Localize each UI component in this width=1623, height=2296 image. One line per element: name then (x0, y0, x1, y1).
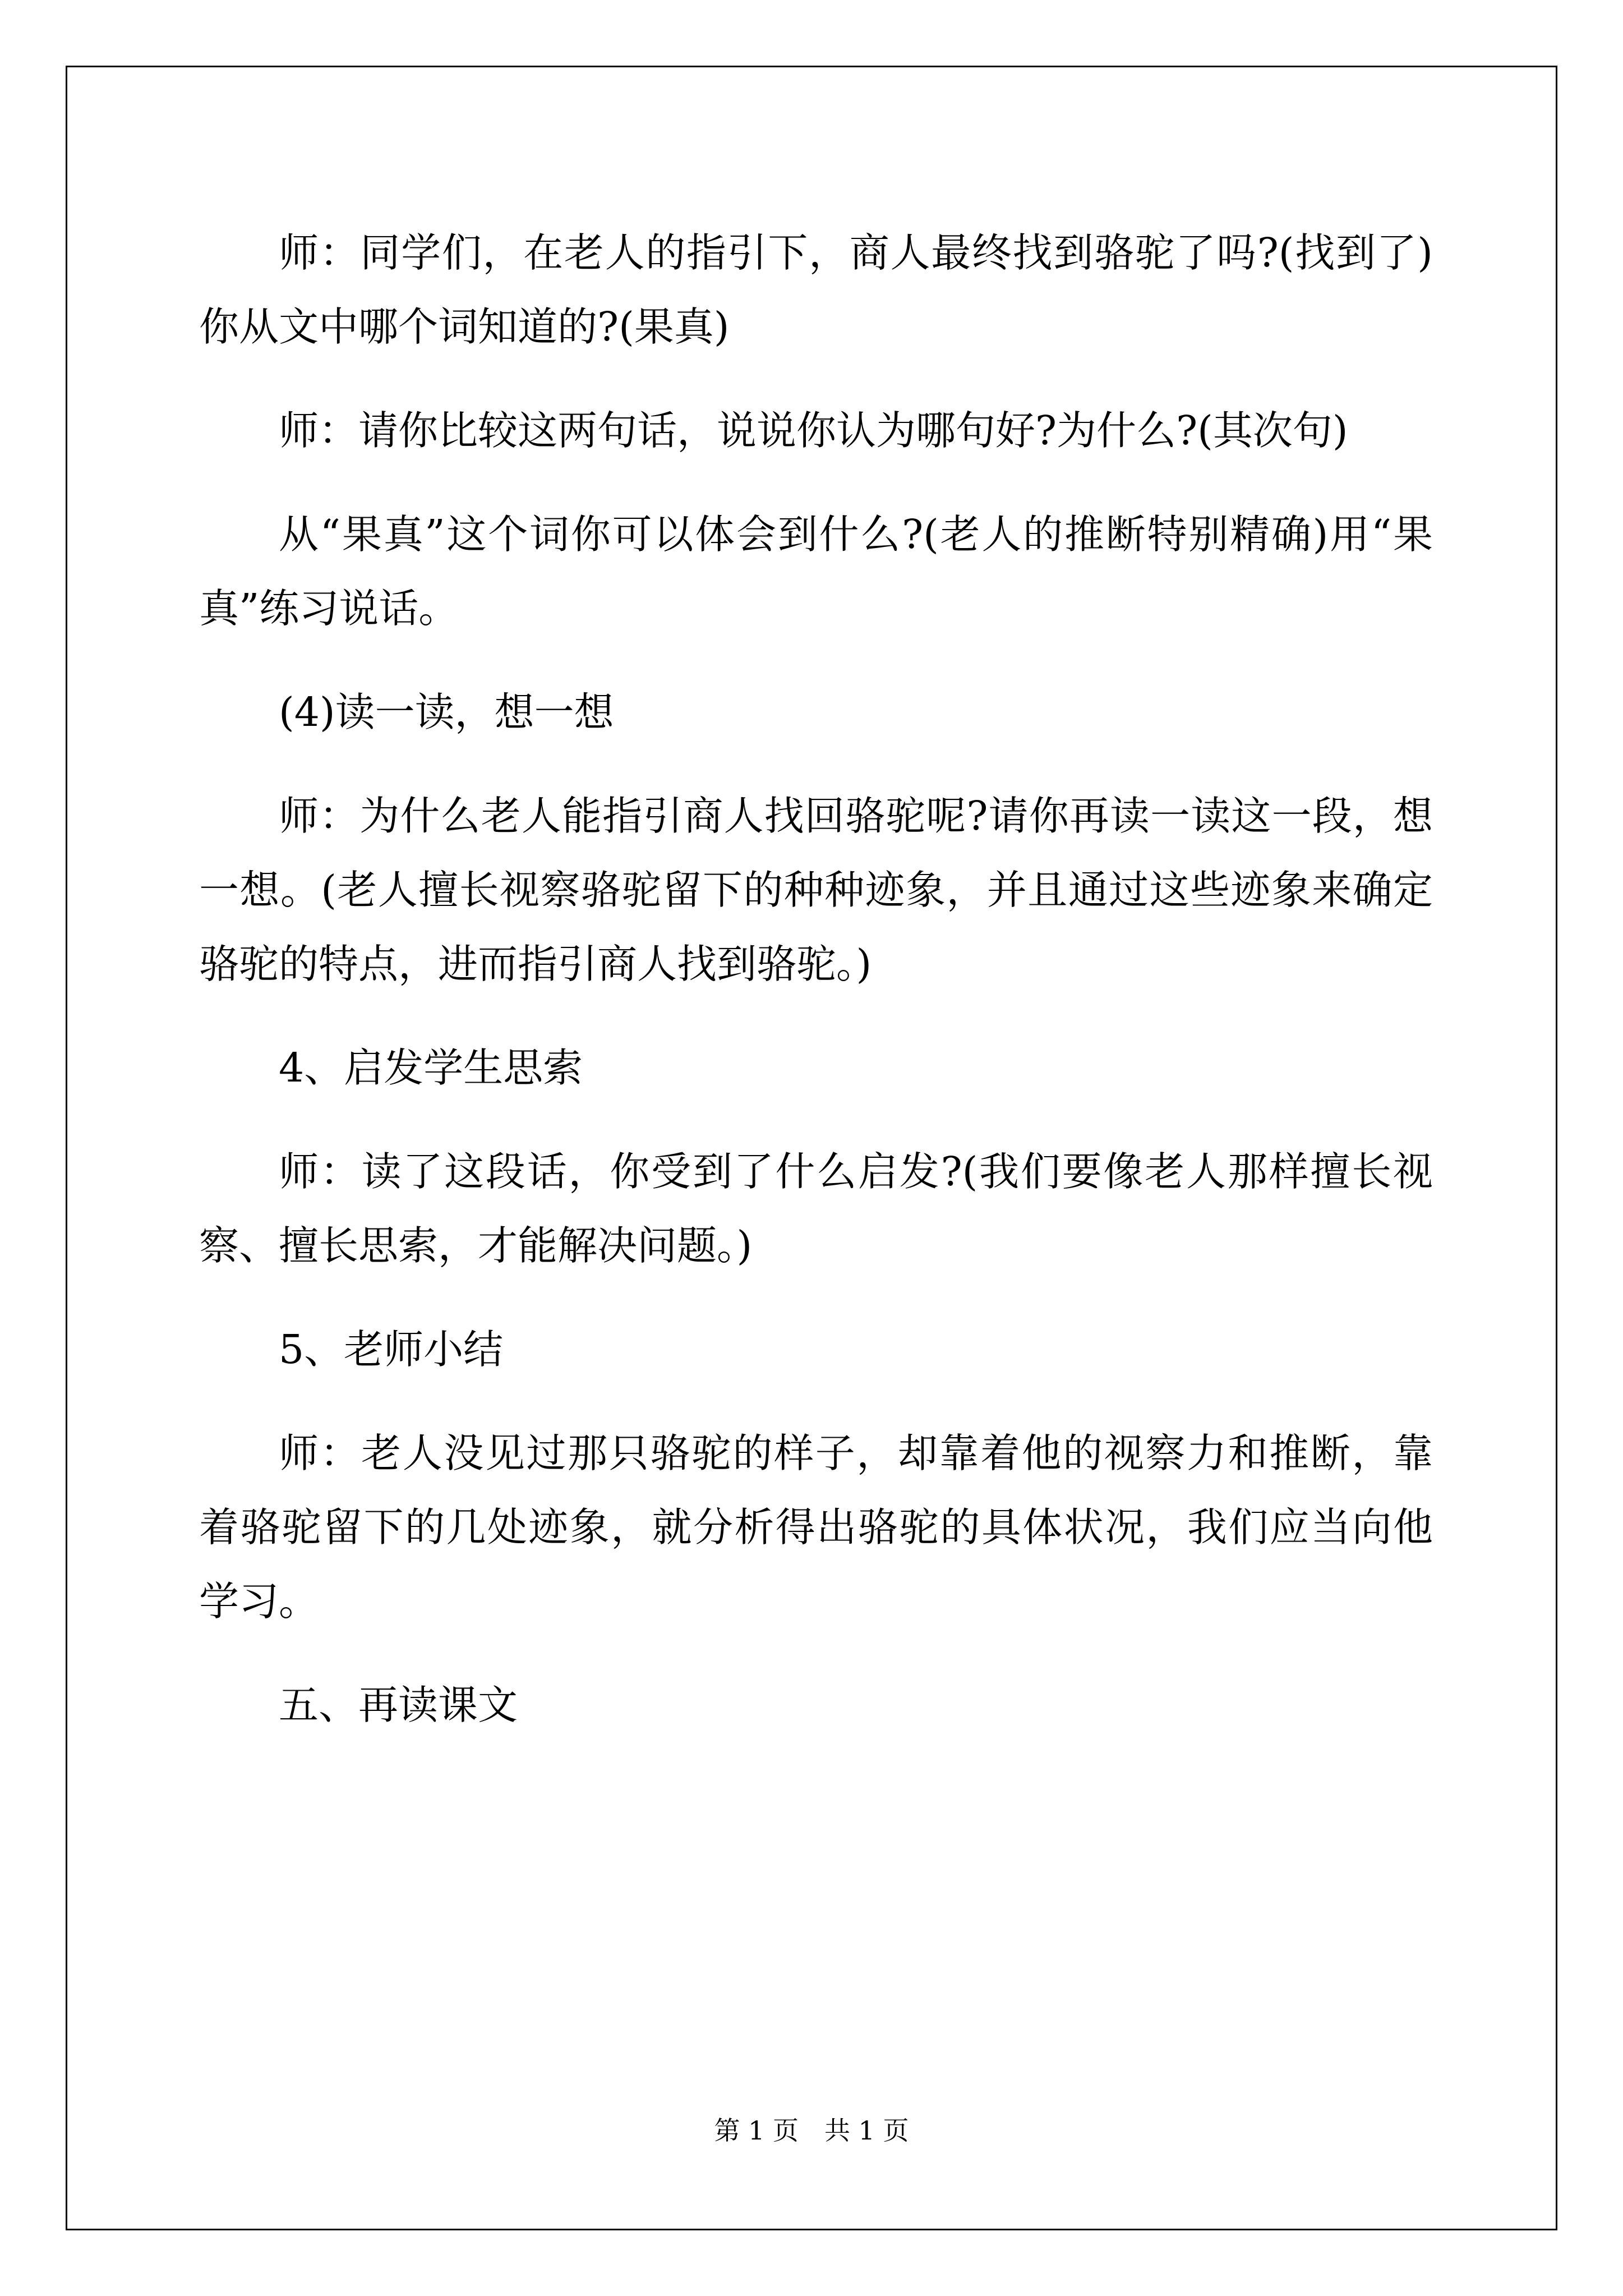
paragraph: 五、再读课文 (279, 1682, 518, 1728)
paragraph: 从“果真”这个词你可以体会到什么?(老人的推断特别精确)用“果真”练习说话。 (199, 511, 1433, 632)
paragraph: 5、老师小结 (279, 1326, 504, 1373)
document-body (199, 216, 1433, 1772)
paragraph: 师：老人没见过那只骆驼的样子，却靠着他的视察力和推断，靠着骆驼留下的几处迹象，就分析得出骆驼的具体状况，我们应当向他学习。 (199, 1430, 1433, 1625)
paragraph: 师：请你比较这两句话，说说你认为哪句好?为什么?(其次句) (279, 407, 1348, 454)
paragraph: 师：为什么老人能指引商人找回骆驼呢?请你再读一读这一段，想一想。(老人擅长视察骆驼留下的种种迹象，并且通过这些迹象来确定骆驼的特点，进而指引商人找到骆驼。) (199, 793, 1433, 987)
paragraph: 师：同学们，在老人的指引下，商人最终找到骆驼了吗?(找到了)你从文中哪个词知道的?(果真) (199, 229, 1433, 350)
paragraph: (4)读一读，想一想 (279, 689, 614, 735)
paragraph: 师：读了这段话，你受到了什么启发?(我们要像老人那样擅长视察、擅长思索，才能解决问题。) (199, 1148, 1433, 1269)
paragraph: 4、启发学生思索 (279, 1045, 583, 1091)
page-number-footer: 第 1 页 共 1 页 (714, 2115, 909, 2146)
